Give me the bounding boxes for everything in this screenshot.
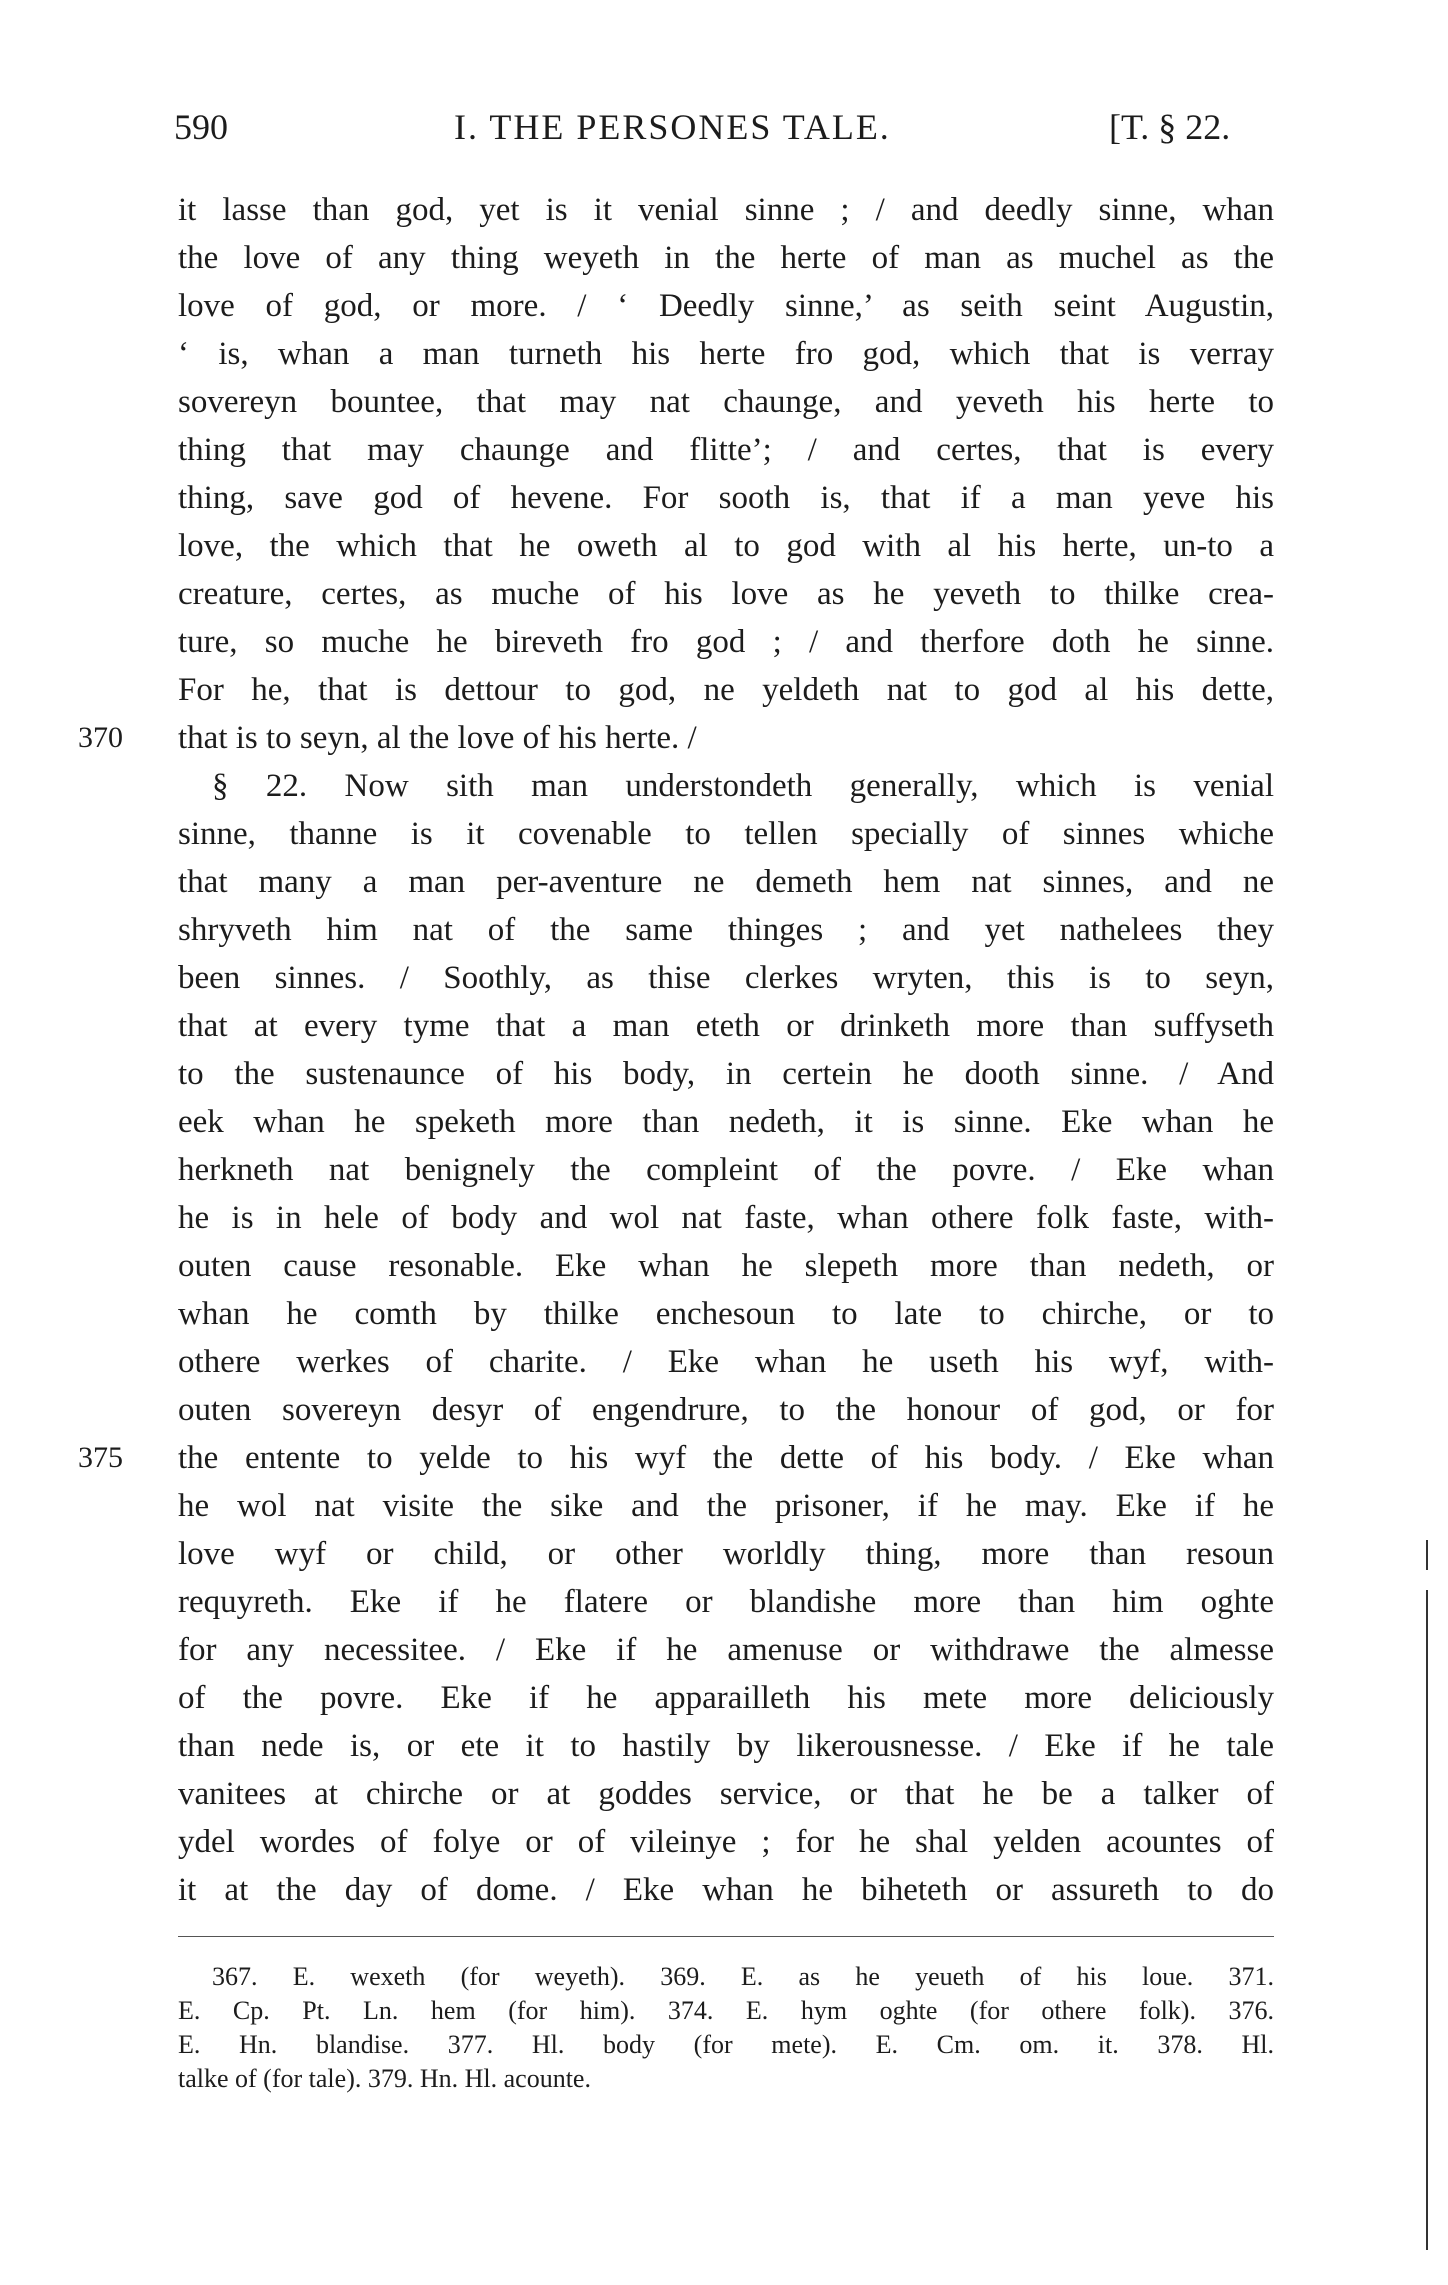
- text-line: [178, 570, 1274, 618]
- text-line: [78, 1434, 1274, 1482]
- text-line-content: that is to seyn, al the love of his herte. /: [178, 720, 697, 756]
- section-reference: [T. § 22.: [1109, 107, 1231, 147]
- text-line-content: the entente to yelde to his wyf the dette of his body. / Eke whan: [178, 1440, 1274, 1476]
- text-line-content: ‘ is, whan a man turneth his herte fro god, which that is verray: [178, 336, 1274, 372]
- text-line-content: been sinnes. / Soothly, as thise clerkes wryten, this is to seyn,: [178, 960, 1274, 996]
- text-line: [178, 666, 1274, 714]
- text-line: [178, 474, 1274, 522]
- text-line-content: thing that may chaunge and flitte’; / and certes, that is every: [178, 432, 1274, 468]
- footnote-line: talke of (for tale). 379. Hn. Hl. acounte.: [178, 2064, 591, 2093]
- text-line: [178, 282, 1274, 330]
- text-line-content: vanitees at chirche or at goddes service, or that he be a talker of: [178, 1776, 1274, 1812]
- text-line-content: love, the which that he oweth al to god with al his herte, un-to a: [178, 528, 1274, 564]
- text-line: [178, 1578, 1274, 1626]
- text-line: [178, 1098, 1274, 1146]
- text-line-content: it lasse than god, yet is it venial sinne ; / and deedly sinne, whan: [178, 192, 1274, 228]
- footnote-line: 367. E. wexeth (for weyeth). 369. E. as he yeueth of his loue. 371.: [212, 1962, 1274, 1991]
- text-line: [178, 1530, 1274, 1578]
- footnote-line: E. Hn. blandise. 377. Hl. body (for mete). E. Cm. om. it. 378. Hl.: [178, 2030, 1274, 2059]
- text-line: [178, 762, 1274, 810]
- text-line-content: creature, certes, as muche of his love as he yeveth to thilke crea-: [178, 576, 1274, 612]
- text-line-content: he wol nat visite the sike and the prisoner, if he may. Eke if he: [178, 1488, 1274, 1524]
- text-line: [178, 234, 1274, 282]
- text-line-content: requyreth. Eke if he flatere or blandishe more than him oghte: [178, 1584, 1274, 1620]
- running-header: [174, 106, 1274, 156]
- text-line: [178, 1770, 1274, 1818]
- text-line-content: herkneth nat benignely the compleint of the povre. / Eke whan: [178, 1152, 1274, 1188]
- page-title: I. THE PERSONES TALE.: [454, 107, 891, 147]
- text-line: [78, 714, 1274, 762]
- text-line-content: § 22. Now sith man understondeth generally, which is venial: [212, 768, 1274, 804]
- text-line-content: sovereyn bountee, that may nat chaunge, and yeveth his herte to: [178, 384, 1274, 420]
- text-line: [178, 858, 1274, 906]
- text-line: [178, 1818, 1274, 1866]
- footnote-rule: [178, 1936, 1274, 1937]
- text-line-content: eek whan he speketh more than nedeth, it is sinne. Eke whan he: [178, 1104, 1274, 1140]
- text-line: [178, 1050, 1274, 1098]
- text-line: [178, 618, 1274, 666]
- text-line-content: that many a man per-aventure ne demeth hem nat sinnes, and ne: [178, 864, 1274, 900]
- page-edge-mark: [1426, 1540, 1428, 1570]
- footnote-line: E. Cp. Pt. Ln. hem (for him). 374. E. hym oghte (for othere folk). 376.: [178, 1996, 1274, 2025]
- text-line-content: that at every tyme that a man eteth or drinketh more than suffyseth: [178, 1008, 1274, 1044]
- text-line: [178, 522, 1274, 570]
- page-edge-line: [1426, 1590, 1428, 2250]
- text-line: [178, 378, 1274, 426]
- text-line-content: love wyf or child, or other worldly thing, more than resoun: [178, 1536, 1274, 1572]
- main-text: [78, 186, 1274, 1914]
- text-line-content: ydel wordes of folye or of vileinye ; for he shal yelden acountes of: [178, 1824, 1274, 1860]
- text-line: [178, 1482, 1274, 1530]
- text-line: [178, 1338, 1274, 1386]
- text-line-content: it at the day of dome. / Eke whan he biheteth or assureth to do: [178, 1872, 1274, 1908]
- text-line: [178, 1146, 1274, 1194]
- text-line: [178, 1674, 1274, 1722]
- line-number: 370: [78, 721, 123, 754]
- text-line: [178, 1626, 1274, 1674]
- text-line-content: outen sovereyn desyr of engendrure, to the honour of god, or for: [178, 1392, 1274, 1428]
- text-line: [178, 954, 1274, 1002]
- text-line-content: for any necessitee. / Eke if he amenuse or withdrawe the almesse: [178, 1632, 1274, 1668]
- text-line-content: whan he comth by thilke enchesoun to late to chirche, or to: [178, 1296, 1274, 1332]
- text-line: [178, 1242, 1274, 1290]
- text-line: [178, 426, 1274, 474]
- text-line-content: For he, that is dettour to god, ne yeldeth nat to god al his dette,: [178, 672, 1274, 708]
- text-line: [178, 1194, 1274, 1242]
- text-line: [178, 330, 1274, 378]
- text-line-content: than nede is, or ete it to hastily by likerousnesse. / Eke if he tale: [178, 1728, 1274, 1764]
- footnotes: [178, 1960, 1274, 2096]
- text-line-content: to the sustenaunce of his body, in certein he dooth sinne. / And: [178, 1056, 1274, 1092]
- text-line-content: he is in hele of body and wol nat faste, whan othere folk faste, with-: [178, 1200, 1274, 1236]
- text-line: [178, 1866, 1274, 1914]
- text-line: [178, 906, 1274, 954]
- text-line-content: thing, save god of hevene. For sooth is, that if a man yeve his: [178, 480, 1274, 516]
- line-number: 375: [78, 1441, 123, 1474]
- text-line-content: sinne, thanne is it covenable to tellen specially of sinnes whiche: [178, 816, 1274, 852]
- text-line-content: othere werkes of charite. / Eke whan he useth his wyf, with-: [178, 1344, 1274, 1380]
- text-line-content: love of god, or more. / ‘ Deedly sinne,’ as seith seint Augustin,: [178, 288, 1274, 324]
- text-line: [178, 1290, 1274, 1338]
- text-line: [178, 810, 1274, 858]
- text-line: [178, 1386, 1274, 1434]
- text-line-content: outen cause resonable. Eke whan he slepeth more than nedeth, or: [178, 1248, 1274, 1284]
- text-line-content: ture, so muche he bireveth fro god ; / and therfore doth he sinne.: [178, 624, 1274, 660]
- text-line: [178, 1722, 1274, 1770]
- text-line: [178, 1002, 1274, 1050]
- text-line-content: shryveth him nat of the same thinges ; and yet nathelees they: [178, 912, 1274, 948]
- page-number: 590: [174, 107, 228, 147]
- text-line: [178, 186, 1274, 234]
- text-line-content: the love of any thing weyeth in the herte of man as muchel as the: [178, 240, 1274, 276]
- text-line-content: of the povre. Eke if he apparailleth his mete more deliciously: [178, 1680, 1274, 1716]
